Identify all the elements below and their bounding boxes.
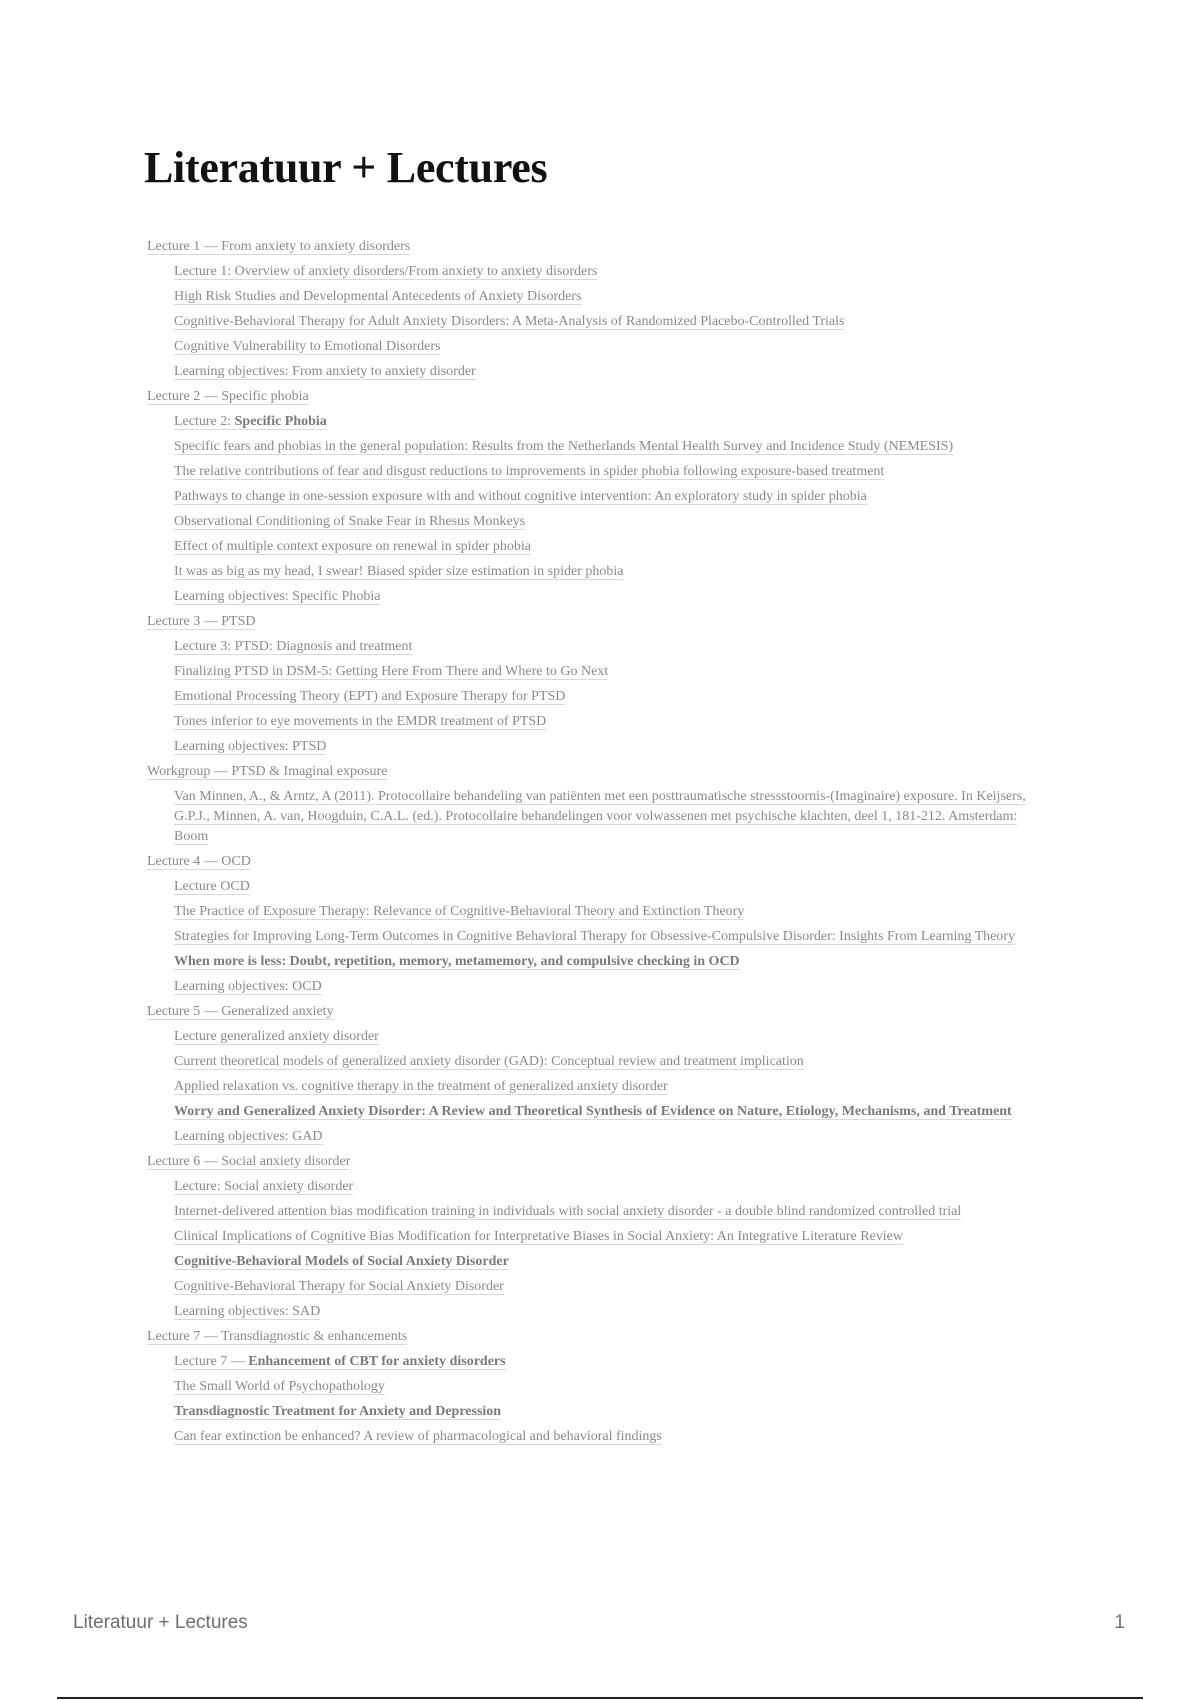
toc-link-text: Lecture 2: [174, 414, 235, 429]
toc-link-text: Workgroup — PTSD & Imaginal exposure [147, 764, 388, 779]
toc-entry-link[interactable] [174, 1279, 504, 1295]
toc-entry [147, 1077, 1047, 1097]
toc-link-text: Emotional Processing Theory (EPT) and Exposure Therapy for PTSD [174, 689, 566, 704]
toc-entry-link[interactable] [174, 979, 322, 995]
toc-link-text: Lecture generalized anxiety disorder [174, 1029, 379, 1044]
toc-entry-link[interactable] [174, 1254, 509, 1270]
footer-title: Literatuur + Lectures [73, 1612, 248, 1633]
toc-link-text-bold: Worry and Generalized Anxiety Disorder: A Review and Theoretical Synthesis of Evidence on Nature, Etiology, Mechanisms, and Treatment [174, 1104, 1012, 1119]
toc-link-text: Learning objectives: GAD [174, 1129, 323, 1144]
toc-entry-link[interactable] [174, 314, 844, 330]
toc-link-text: Lecture 1: Overview of anxiety disorders/From anxiety to anxiety disorders [174, 264, 598, 279]
toc-link-text: Effect of multiple context exposure on renewal in spider phobia [174, 539, 532, 554]
toc-entry-link[interactable] [174, 589, 380, 605]
toc-section [147, 387, 1047, 407]
toc-link-text: Learning objectives: OCD [174, 979, 322, 994]
toc-entry [147, 1302, 1047, 1322]
toc-entry [147, 1427, 1047, 1447]
toc-entry-link[interactable] [174, 789, 1026, 845]
toc-entry [147, 927, 1047, 947]
toc-link-text-bold: When more is less: Doubt, repetition, memory, metamemory, and compulsive checking in OCD [174, 954, 740, 969]
toc-section-link[interactable] [147, 614, 255, 630]
toc-entry-link[interactable] [174, 739, 326, 755]
toc-entry [147, 362, 1047, 382]
toc-link-text: Cognitive Vulnerability to Emotional Disorders [174, 339, 441, 354]
toc-section [147, 237, 1047, 257]
toc-entry [147, 287, 1047, 307]
toc-link-text: Learning objectives: From anxiety to anxiety disorder [174, 364, 476, 379]
toc-link-text: Specific fears and phobias in the general population: Results from the Netherlands Mental Health Survey and Incidence Study (NEMESIS) [174, 439, 954, 454]
toc-entry-link[interactable] [174, 1354, 506, 1370]
toc-link-text: Van Minnen, A., & Arntz, A (2011). Protocollaire behandeling van patiënten met een posttraumatische stressstoornis-(Imaginaire) exposure. In Keijsers, G.P.J., Minnen, A. van, Hoogduin, C.A.L. (ed.). Protocollaire behandelingen voor volwassenen met psychische klachten, deel 1, 181-212. Amsterdam: Boom [174, 789, 1026, 844]
toc-entry [147, 1102, 1047, 1122]
toc-link-text: Observational Conditioning of Snake Fear in Rhesus Monkeys [174, 514, 526, 529]
toc-entry-link[interactable] [174, 339, 440, 355]
toc-link-text: Lecture 3 — PTSD [147, 614, 256, 629]
toc-section [147, 1002, 1047, 1022]
toc-entry-link[interactable] [174, 639, 412, 655]
toc-section [147, 762, 1047, 782]
toc-entry [147, 537, 1047, 557]
toc-link-text: Learning objectives: SAD [174, 1304, 321, 1319]
toc-entry-link[interactable] [174, 1029, 379, 1045]
toc-entry [147, 512, 1047, 532]
toc-link-text: Lecture OCD [174, 879, 250, 894]
toc-entry [147, 337, 1047, 357]
toc-link-text: Clinical Implications of Cognitive Bias Modification for Interpretative Biases in Social Anxiety: An Integrative Literature Review [174, 1229, 903, 1244]
toc-entry [147, 952, 1047, 972]
toc-link-text-bold: Transdiagnostic Treatment for Anxiety and Depression [174, 1404, 502, 1419]
toc-entry-link[interactable] [174, 954, 740, 970]
toc-link-text: Learning objectives: Specific Phobia [174, 589, 381, 604]
toc-entry [147, 787, 1047, 847]
toc-entry [147, 587, 1047, 607]
toc-entry-link[interactable] [174, 1179, 353, 1195]
toc-link-text: Applied relaxation vs. cognitive therapy in the treatment of generalized anxiety disorder [174, 1079, 668, 1094]
toc-entry-link[interactable] [174, 1129, 323, 1145]
toc-entry-link[interactable] [174, 714, 546, 730]
toc-link-text: Finalizing PTSD in DSM-5: Getting Here From There and Where to Go Next [174, 664, 609, 679]
toc-entry-link[interactable] [174, 1404, 501, 1420]
toc-link-text: Cognitive-Behavioral Therapy for Adult Anxiety Disorders: A Meta-Analysis of Randomized Placebo-Controlled Trials [174, 314, 845, 329]
toc-link-text: Lecture 5 — Generalized anxiety [147, 1004, 334, 1019]
toc-entry-link[interactable] [174, 664, 608, 680]
toc-link-text: It was as big as my head, I swear! Biased spider size estimation in spider phobia [174, 564, 624, 579]
toc-entry-link[interactable] [174, 439, 953, 455]
footer-divider [57, 1697, 1143, 1699]
toc-section-link[interactable] [147, 1329, 407, 1345]
toc-entry-link[interactable] [174, 929, 1015, 945]
toc-entry [147, 1052, 1047, 1072]
toc-entry [147, 1202, 1047, 1222]
toc-entry-link[interactable] [174, 1079, 668, 1095]
toc-entry-link[interactable] [174, 289, 582, 305]
toc-section [147, 1152, 1047, 1172]
toc-entry [147, 977, 1047, 997]
toc-link-text: Pathways to change in one-session exposure with and without cognitive intervention: An exploratory study in spider phobia [174, 489, 867, 504]
toc-entry-link[interactable] [174, 1304, 320, 1320]
toc-link-text: Internet-delivered attention bias modification training in individuals with social anxiety disorder - a double blind randomized controlled trial [174, 1204, 962, 1219]
toc-section-link[interactable] [147, 1004, 334, 1020]
toc-entry [147, 637, 1047, 657]
toc-link-text: Current theoretical models of generalized anxiety disorder (GAD): Conceptual review and treatment implication [174, 1054, 804, 1069]
toc-entry [147, 487, 1047, 507]
toc-link-text: Learning objectives: PTSD [174, 739, 327, 754]
toc-link-text: Tones inferior to eye movements in the EMDR treatment of PTSD [174, 714, 547, 729]
toc-link-text: The Practice of Exposure Therapy: Relevance of Cognitive-Behavioral Theory and Extinction Theory [174, 904, 745, 919]
toc-link-text: Lecture 6 — Social anxiety disorder [147, 1154, 351, 1169]
toc-link-text: High Risk Studies and Developmental Antecedents of Anxiety Disorders [174, 289, 582, 304]
toc-entry-link[interactable] [174, 1104, 1012, 1120]
toc-entry [147, 1277, 1047, 1297]
toc-entry-link[interactable] [174, 1054, 804, 1070]
toc-link-text: Lecture 7 — Transdiagnostic & enhancements [147, 1329, 408, 1344]
toc-entry-link[interactable] [174, 514, 525, 530]
toc-entry [147, 902, 1047, 922]
toc-link-text: Lecture 1 — From anxiety to anxiety disorders [147, 239, 411, 254]
toc-section-link[interactable] [147, 389, 309, 405]
toc-entry [147, 262, 1047, 282]
toc-entry [147, 662, 1047, 682]
toc-section-link[interactable] [147, 854, 251, 870]
toc-entry-link[interactable] [174, 364, 476, 380]
toc-section [147, 1327, 1047, 1347]
toc-entry-link[interactable] [174, 414, 327, 430]
toc-entry-link[interactable] [174, 464, 884, 480]
toc-link-text: The relative contributions of fear and disgust reductions to improvements in spider phobia following exposure-based treatment [174, 464, 885, 479]
toc-entry [147, 462, 1047, 482]
toc-section-link[interactable] [147, 764, 387, 780]
toc-link-text: Lecture 7 — [174, 1354, 249, 1369]
toc-entry-link[interactable] [174, 1429, 662, 1445]
toc-link-text-bold: Cognitive-Behavioral Models of Social Anxiety Disorder [174, 1254, 509, 1269]
toc-entry [147, 1177, 1047, 1197]
toc-entry-link[interactable] [174, 1204, 961, 1220]
toc-entry [147, 1377, 1047, 1397]
toc-link-text: Can fear extinction be enhanced? A review of pharmacological and behavioral findings [174, 1429, 662, 1444]
toc-entry [147, 1402, 1047, 1422]
toc-entry [147, 1252, 1047, 1272]
footer-page-number: 1 [1114, 1612, 1125, 1633]
table-of-contents [147, 237, 1047, 1452]
toc-entry [147, 1127, 1047, 1147]
toc-entry [147, 877, 1047, 897]
toc-section [147, 852, 1047, 872]
toc-link-text: Lecture 3: PTSD: Diagnosis and treatment [174, 639, 413, 654]
toc-link-text-bold: Enhancement of CBT for anxiety disorders [248, 1354, 506, 1369]
toc-entry-link[interactable] [174, 489, 867, 505]
toc-link-text: Cognitive-Behavioral Therapy for Social Anxiety Disorder [174, 1279, 504, 1294]
toc-entry-link[interactable] [174, 904, 744, 920]
toc-section-link[interactable] [147, 239, 410, 255]
toc-entry [147, 437, 1047, 457]
toc-entry-link[interactable] [174, 1379, 385, 1395]
toc-entry [147, 737, 1047, 757]
toc-entry-link[interactable] [174, 564, 623, 580]
toc-section [147, 612, 1047, 632]
toc-entry-link[interactable] [174, 264, 597, 280]
toc-link-text: Lecture 4 — OCD [147, 854, 251, 869]
toc-entry [147, 1352, 1047, 1372]
toc-link-text: Lecture: Social anxiety disorder [174, 1179, 354, 1194]
toc-link-text-bold: Specific Phobia [234, 414, 327, 429]
toc-entry-link[interactable] [174, 1229, 903, 1245]
toc-entry [147, 1227, 1047, 1247]
toc-entry-link[interactable] [174, 879, 250, 895]
toc-link-text: Strategies for Improving Long-Term Outcomes in Cognitive Behavioral Therapy for Obsessive-Compulsive Disorder: Insights From Learning Theory [174, 929, 1016, 944]
toc-section-link[interactable] [147, 1154, 350, 1170]
toc-entry-link[interactable] [174, 539, 531, 555]
toc-entry [147, 1027, 1047, 1047]
toc-entry [147, 312, 1047, 332]
page-title: Literatuur + Lectures [144, 143, 548, 192]
toc-entry [147, 687, 1047, 707]
toc-entry [147, 412, 1047, 432]
toc-entry [147, 712, 1047, 732]
toc-entry [147, 562, 1047, 582]
toc-link-text: Lecture 2 — Specific phobia [147, 389, 309, 404]
toc-entry-link[interactable] [174, 689, 565, 705]
toc-link-text: The Small World of Psychopathology [174, 1379, 385, 1394]
